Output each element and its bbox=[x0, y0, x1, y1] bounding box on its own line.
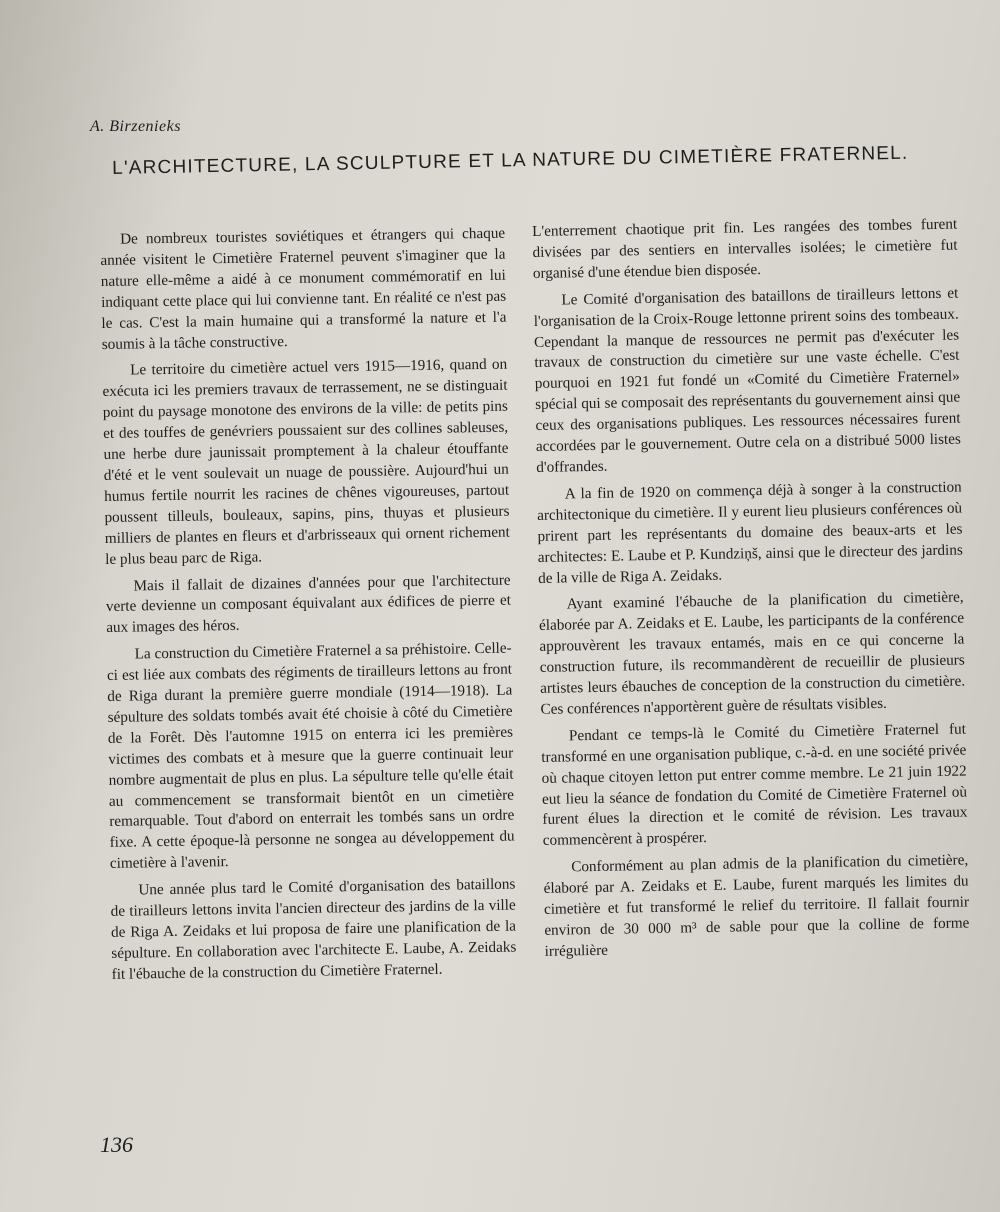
paragraph: Ayant examiné l'ébauche de la planification du cimetière, élaborée par A. Zeidaks et E. Laube, les participants de la conférence approuvèrent les travaux entamés, mais en ce qui concerne la construction future, ils recommandèrent de recueillir de plusieurs artistes leurs ébauches de conception de la construction du cimetière. Ces conférences n'apportèrent guère de résultats visibles. bbox=[538, 588, 966, 718]
paragraph: Le Comité d'organisation des bataillons de tirailleurs lettons et l'organisation de la Croix-Rouge lettonne prirent soins des tombeaux. Cependant la manque de ressources ne permit pas d'exécuter les travaux de construction du cimetière sur une vaste échelle. C'est pourquoi en 1921 fut fondé un «Comité du Cimetière Fraternel» spécial qui se composait des représentants du gouvernement ainsi que ceux des organisations publiques. Les ressources nécessaires furent accordées par le gouvernement. Outre cela on a distribué 5000 listes d'offrandes. bbox=[533, 284, 962, 476]
author-name: A. Birzenieks bbox=[90, 118, 181, 135]
page-number: 136 bbox=[100, 1132, 133, 1157]
paragraph: De nombreux touristes soviétiques et étrangers qui chaque année visitent le Cimetière Fraternel peuvent s'imaginer que la nature elle-même a aidé à ce monument commémoratif en lui indiquant cette place qui lui convienne tant. En réalité ce n'est pas le cas. C'est la main humaine qui a transformé la nature et l'a soumis à la tâche constructive. bbox=[100, 224, 507, 353]
paragraph: Mais il fallait de dizaines d'années pour que l'architecture verte devienne un composant équivalant aux édifices de pierre et aux images des héros. bbox=[105, 571, 512, 637]
paragraph: Une année plus tard le Comité d'organisation des bataillons de tirailleurs lettons invita l'ancien directeur des jardins de la ville de Riga A. Zeidaks et lui proposa de faire une planification de la sépulture. En collaboration avec l'architecte E. Laube, A. Zeidaks fit l'ébauche de la construction du Cimetière Fraternel. bbox=[110, 875, 517, 983]
left-column bbox=[100, 224, 517, 992]
right-column bbox=[532, 215, 970, 969]
paragraph: Pendant ce temps-là le Comité du Cimetière Fraternel fut transformé en une organisation publique, c.-à-d. en une société privée où chaque citoyen letton put entrer comme membre. Le 21 juin 1922 eut lieu la séance de fondation du Comité de Cimetière Fraternel où furent élues la direction et le comité de révision. Les travaux commencèrent à prospérer. bbox=[541, 720, 968, 850]
article-title: L'ARCHITECTURE, LA SCULPTURE ET LA NATURE DU CIMETIÈRE FRATERNEL. bbox=[112, 142, 909, 179]
paragraph: A la fin de 1920 on commença déjà à songer à la construction architectonique du cimetière. Il y eurent lieu plusieurs conférences où prirent part les représentants du domaine des beaux-arts et les architectes: E. Laube et P. Kundziņš, ainsi que le directeur des jardins de la ville de Riga A. Zeidaks. bbox=[536, 478, 963, 587]
paragraph: Conformément au plan admis de la planification du cimetière, élaboré par A. Zeidaks et E. Laube, furent marqués les limites du cimetière et fut transformé le relief du territoire. Il fallait fournir environ de 30 000 m³ de sable pour que la colline de forme irrégulière bbox=[543, 851, 970, 960]
paragraph: La construction du Cimetière Fraternel a sa préhistoire. Celle-ci est liée aux combats des régiments de tirailleurs lettons au front de Riga durant la première guerre mondiale (1914—1918). La sépulture des soldats tombés avait été choisie à côté du Cimetière de la Forêt. Dès l'automne 1915 on enterra ici les premières victimes des combats et à mesure que la guerre continuait leur nombre augmentait de plus en plus. La sépulture telle qu'elle était au commencement se transformait bientôt en un cimetière remarquable. Tout d'abord on enterrait les tombés sans un ordre fixe. A cette époque-là personne ne songea au développement du cimetière à l'avenir. bbox=[106, 639, 515, 873]
paragraph: L'enterrement chaotique prit fin. Les rangées des tombes furent divisées par des sentiers en intervalles isolées; le cimetière fut organisé d'une étendue bien disposée. bbox=[532, 215, 958, 282]
paragraph: Le territoire du cimetière actuel vers 1915—1916, quand on exécuta ici les premiers travaux de terrassement, ne se distinguait point du paysage monotone des environs de la ville: de petits pins et des touffes de genévriers poussaient sur des collines sableuses, une herbe dure jaunissait promptement à la chaleur étouffante d'été et le vent soulevait un nuage de poussière. Aujourd'hui un humus fertile nourrit les racines de chênes vigoureuses, partout poussent tilleuls, bouleaux, sapins, pins, thuyas et plusieurs milliers de plantes en fleurs et d'arbrisseaux qui ornent richement le plus beau parc de Riga. bbox=[102, 356, 510, 568]
